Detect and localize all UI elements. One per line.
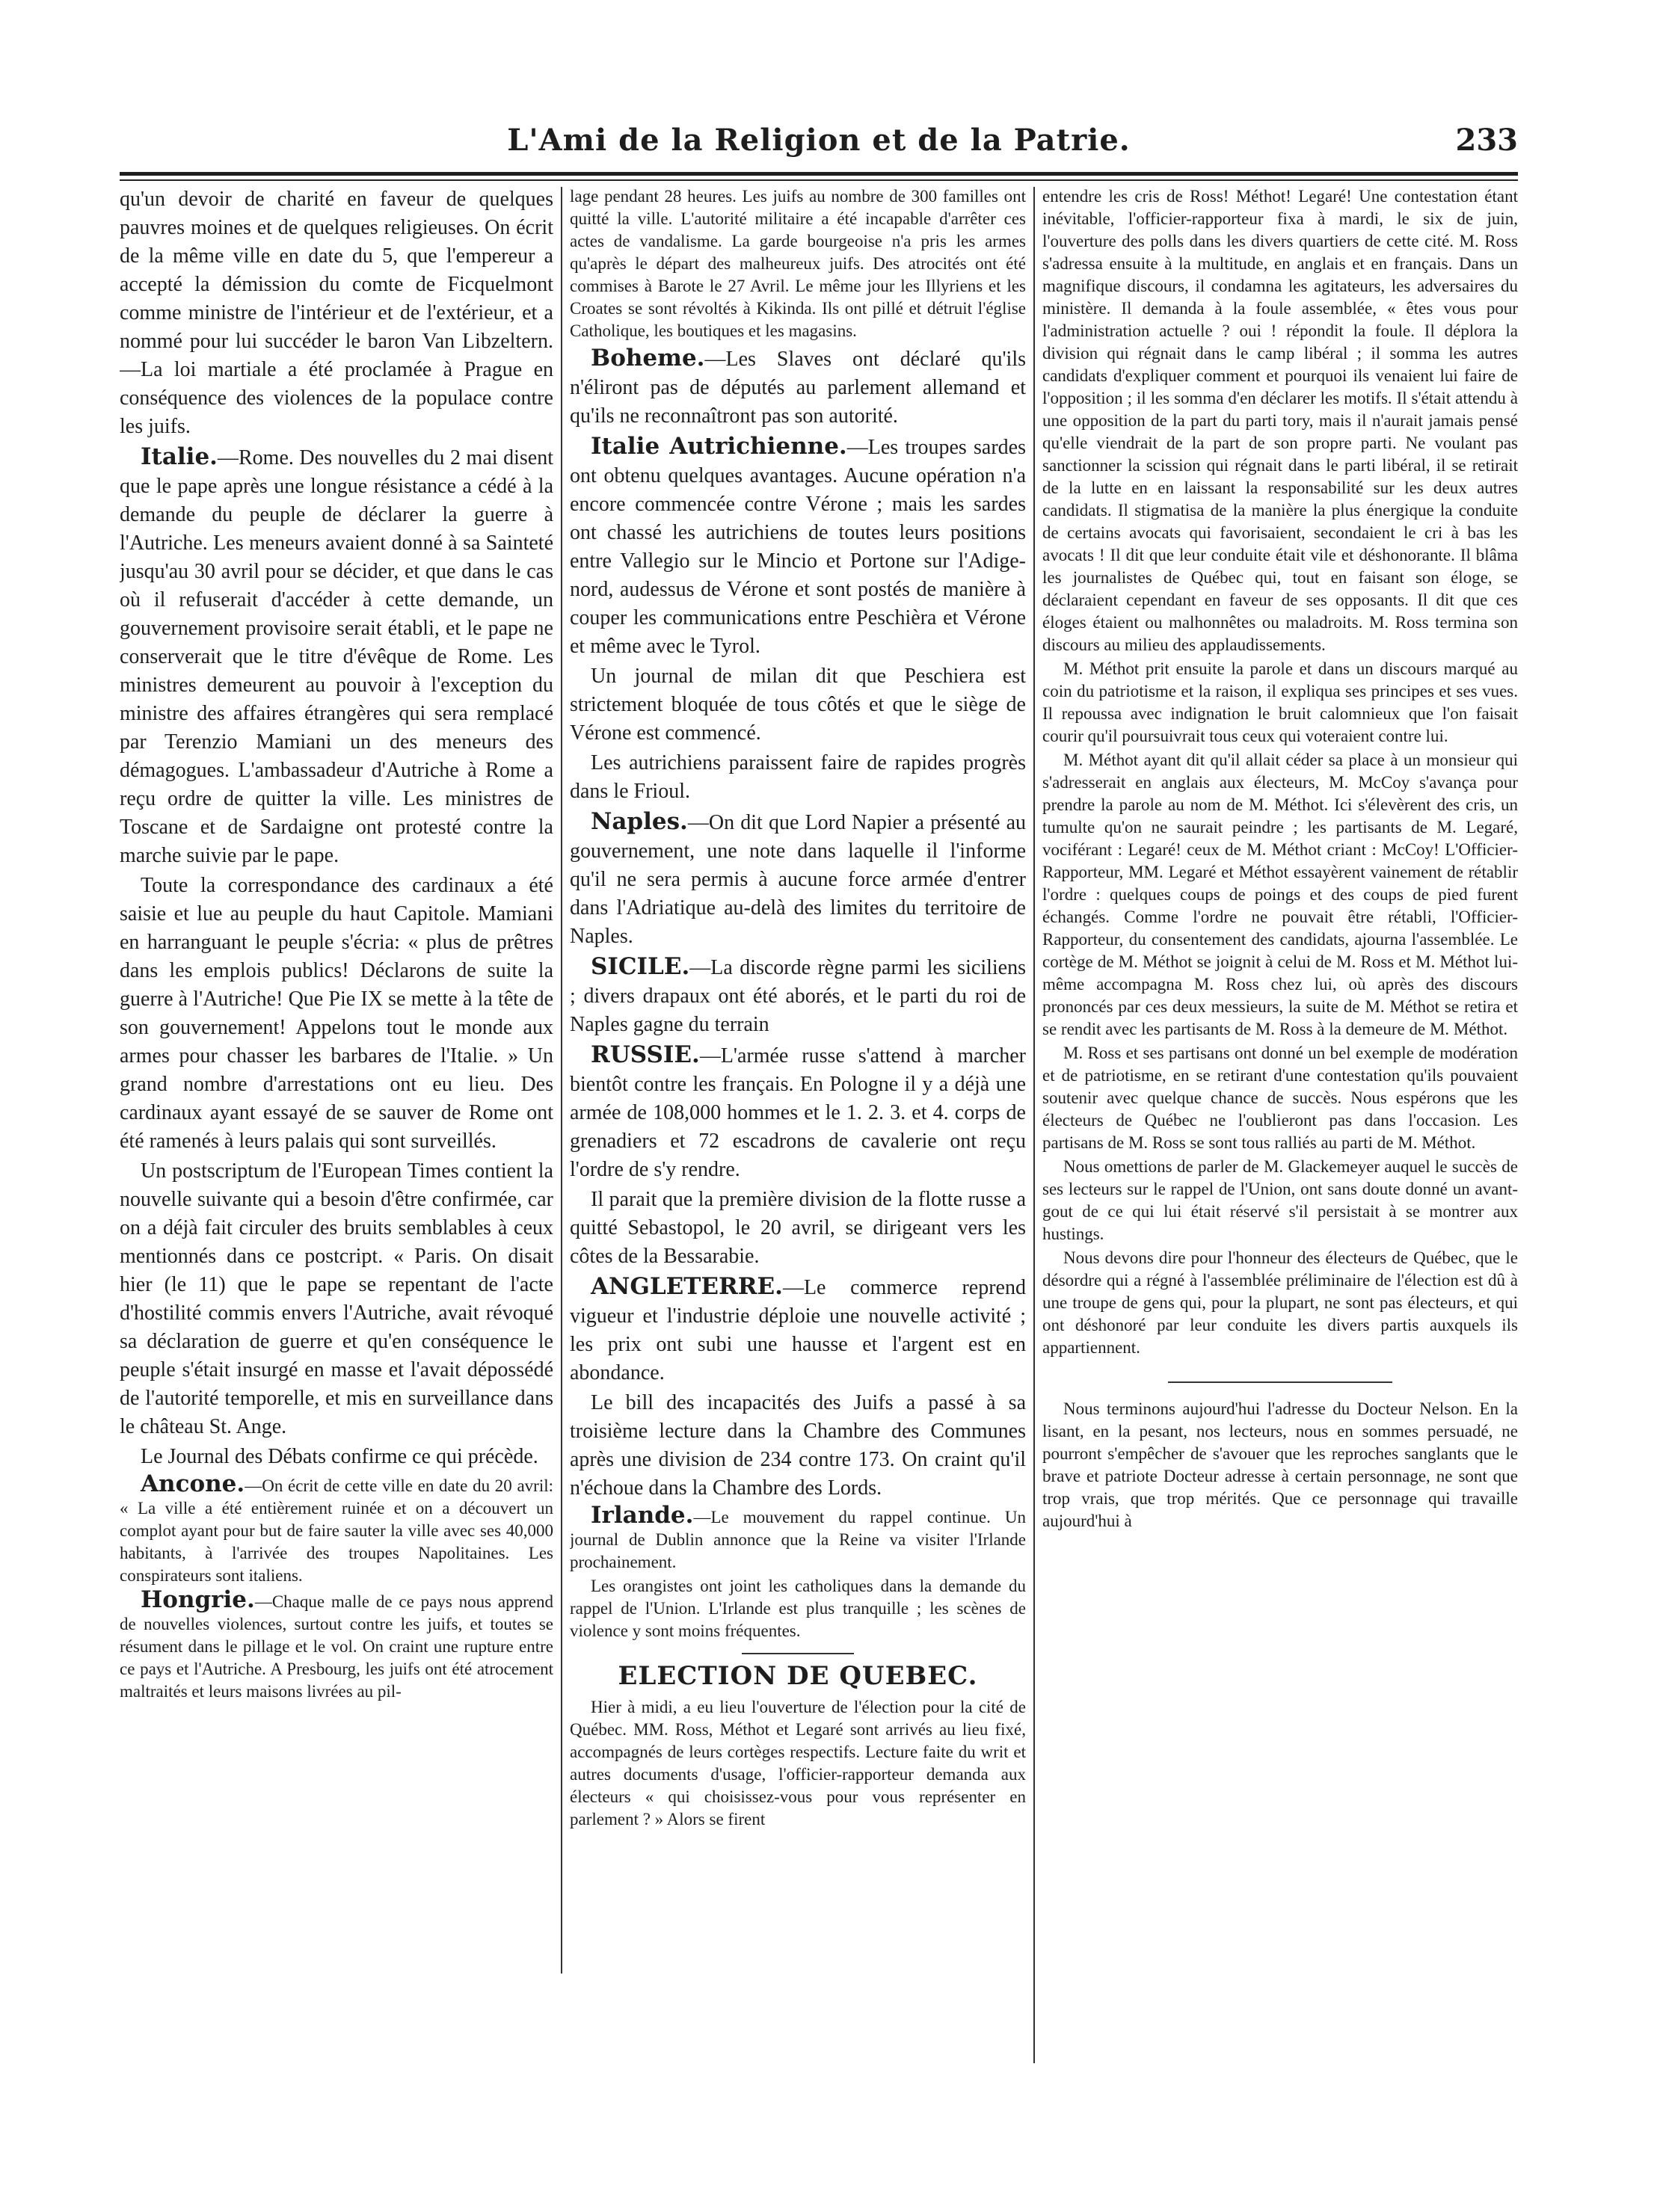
article-paragraph: lage pendant 28 heures. Les juifs au nombre de 300 familles ont quitté la ville. L'autorité militaire a été incapable d'arrêter ces actes de vandalisme. La garde bourgeoise n'a pris les armes qu'après le départ des malheureux juifs. Des atrocités ont été commises à Barote le 27 Avril. Le même jour les Illyriens et les Croates se sont révoltés à Kikinda. Ils ont pillé et détruit l'église Catholique, les boutiques et les magasins.: [570, 187, 1026, 340]
article-paragraph: Nous devons dire pour l'honneur des électeurs de Québec, que le désordre qui a régné à l'assemblée préliminaire de l'élection est dû à une troupe de gens qui, pour la plupart, ne sont pas électeurs, et qui ont déshonoré par leur conduite les divers partis auxquels ils appartiennent.: [1042, 1248, 1518, 1357]
section-lead: Naples.: [591, 808, 688, 835]
news-text: —L'armée russe s'attend à marcher bientôt contre les français. En Pologne il y a déjà une armée de 108,000 hommes et le 1. 2. 3. et 4. corps de grenadiers et 72 escadrons de cavalerie ont reçu l'ordre de s'y rendre.: [570, 1044, 1026, 1181]
election-heading: ELECTION DE QUEBEC.: [618, 1661, 978, 1691]
news-item-irlande: [570, 1504, 1026, 1574]
article-paragraph: Il parait que la première division de la flotte russe a quitté Sebastopol, le 20 avril, se dirigeant vers les côtes de la Bessarabie.: [570, 1188, 1026, 1268]
article-paragraph: Le Journal des Débats confirme ce qui précède.: [141, 1445, 538, 1468]
section-divider: [1168, 1381, 1392, 1383]
article-paragraph: entendre les cris de Ross! Méthot! Legaré! Une contestation étant inévitable, l'officier-rapporteur fixa à mardi, le six de juin, l'ouverture des polls dans les divers quartiers de cette cité. M. Ross s'adressa ensuite à la multitude, en anglais et en français. Dans un magnifique discours, il condamna les agitateurs, les adversaires du ministère. Il demanda à la foule assemblée, « êtes vous pour l'administration actuelle ? oui ! répondit la foule. Il déplora la division qui régnait dans le camp libéral ; il somma les autres candidats d'expliquer comment et pourquoi ils venaient lui faire de l'opposition ; il les somma d'en déclarer les motifs. Il s'était attendu à une opposition de la part du parti tory, mais il n'aurait jamais pensé qu'elle viendrait de la part de son propre parti. Ne voulant pas sanctionner la scission qui régnait dans le parti libéral, il se retirait de la lutte en en laissant la responsabilité sur les deux autres candidats. Il stigmatisa de la manière la plus énergique la conduite de certains avocats qui favorisaient, secondaient le cri à bas les avocats ! Il dit que leur conduite était vile et déshonorante. Il blâma les journalistes de Québec qui, tout en faisant son éloge, se déclaraient cependant en faveur de ses opposants. Il dit que ces éloges étaient ou malhonnêtes ou maladroits. M. Ross termina son discours au milieu des applaudissements.: [1042, 187, 1518, 654]
news-item-boheme: [570, 344, 1026, 431]
section-lead: ANGLETERRE.: [591, 1273, 783, 1300]
column-1: [120, 185, 553, 2144]
news-item-italie: [120, 443, 553, 870]
column-divider-1: [561, 187, 562, 1974]
column-3: [1042, 185, 1518, 2144]
article-paragraph: M. Ross et ses partisans ont donné un bel exemple de modération et de patriotisme, en se retirant d'une contestation qu'ils pouvaient soutenir avec quelque chance de succès. Nous espérons que les électeurs de Québec ne l'oublieront pas dans l'occasion. Les partisans de M. Ross se sont tous ralliés au parti de M. Méthot.: [1042, 1044, 1518, 1152]
article-paragraph: Hier à midi, a eu lieu l'ouverture de l'élection pour la cité de Québec. MM. Ross, Méthot et Legaré sont arrivés au lieu fixé, accompagnés de leurs cortèges respectifs. Lecture faite du writ et autres documents d'usage, l'officier-rapporteur demanda aux électeurs « qui choisissez-vous pour vous représenter en parlement ? » Alors se firent: [570, 1698, 1026, 1829]
section-lead: SICILE.: [591, 953, 690, 980]
article-paragraph: Un journal de milan dit que Peschiera est strictement bloquée de tous côtés et que le siège de Vérone est commencé.: [570, 665, 1026, 745]
article-paragraph: Les orangistes ont joint les catholiques dans la demande du rappel de l'Union. L'Irlande est plus tranquille ; les scènes de violence y sont moins fréquentes.: [570, 1577, 1026, 1640]
newspaper-title: L'Ami de la Religion et de la Patrie.: [507, 123, 1131, 158]
section-lead: RUSSIE.: [591, 1041, 700, 1068]
section-lead: Italie.: [141, 443, 218, 470]
column-2: [570, 185, 1026, 2144]
article-paragraph: Nous terminons aujourd'hui l'adresse du Docteur Nelson. En la lisant, en la pesant, nos lecteurs, nous en sommes persuadé, ne pourront s'empêcher de s'avouer que les reproches sanglants que le brave et patriote Docteur adresse à certain personnage, ne sont que trop vrais, que trop mérités. Que ce personnage qui travaille aujourd'hui à: [1042, 1399, 1518, 1530]
news-text: —La discorde règne parmi les siciliens ; divers drapaux ont été aborés, et le parti du roi de Naples gagne du terrain: [570, 956, 1026, 1036]
news-text: —Les Slaves ont déclaré qu'ils n'éliront pas de députés au parlement allemand et qu'ils ne reconnaîtront pas son autorité.: [570, 348, 1026, 428]
page-number: 233: [1455, 123, 1518, 158]
news-item-russie: [570, 1041, 1026, 1184]
section-lead: Ancone.: [141, 1470, 245, 1497]
news-item-naples: [570, 807, 1026, 951]
news-text: —Les troupes sardes ont obtenu quelques avantages. Aucune opération n'a encore commencée contre Vérone ; mais les sardes ont chassé les autrichiens de toutes leurs positions entre Vallegio sur le Mincio et Portone sur l'Adige-nord, audessus de Vérone et sont postés de manière à couper les communications entre Peschièra et Vérone et même avec le Tyrol.: [570, 436, 1026, 658]
news-text: —Le mouvement du rappel continue. Un journal de Dublin annonce que la Reine va visiter l'Irlande prochainement.: [570, 1508, 1026, 1571]
article-paragraph: M. Méthot prit ensuite la parole et dans un discours marqué au coin du patriotisme et la raison, il expliqua ses principes et ses vues. Il repoussa avec indignation le bruit calomnieux que l'on faisait courir qu'il poursuivrait tous ceux qui voteraient contre lui.: [1042, 659, 1518, 745]
news-text: —On écrit de cette ville en date du 20 avril: « La ville a été entièrement ruinée et on a découvert un complot ayant pour but de faire sauter la ville avec ses 40,000 habitants, à l'arrivée des troupes Napolitaines. Les conspirateurs sont italiens.: [120, 1476, 553, 1585]
article-paragraph: Nous omettions de parler de M. Glackemeyer auquel le succès de ses lecteurs sur le rappel de l'Union, ont sans doute donné un avant-gout de ce qui lui était réservé s'il persistait à se montrer aux hustings.: [1042, 1157, 1518, 1243]
news-text: —On dit que Lord Napier a présenté au gouvernement, une note dans laquelle il l'informe qu'il ne sera permis à aucune force armée d'entrer dans l'Adriatique au-delà des limites du territoire de Naples.: [570, 811, 1026, 948]
article-paragraph: Toute la correspondance des cardinaux a été saisie et lue au peuple du haut Capitole. Mamiani en harranguant le peuple s'écria: « plus de prêtres dans les emplois publics! Déclarons de suite la guerre à l'Autriche! Que Pie IX se mette à la tête de son gouvernement! Appelons tout le monde aux armes pour chasser les barbares de l'Italie. » Un grand nombre d'arrestations ont eu lieu. Des cardinaux ayant essayé de se sauver de Rome ont été ramenés à leurs palais qui sont surveillés.: [120, 874, 553, 1153]
section-lead: Irlande.: [591, 1502, 694, 1529]
section-lead: Boheme.: [591, 345, 705, 372]
section-lead: Italie Autrichienne.: [591, 433, 847, 460]
news-text: —Chaque malle de ce pays nous apprend de nouvelles violences, surtout contre les juifs, et toutes se résument dans le pillage et le vol. On craint une rupture entre ce pays et l'Autriche. A Presbourg, les juifs ont été atrocement maltraités et leurs maisons livrées au pil-: [120, 1592, 553, 1701]
news-item-angleterre: [570, 1272, 1026, 1387]
news-item-sicile: [570, 952, 1026, 1039]
news-text: —Le commerce reprend vigueur et l'industrie déploie une nouvelle activité ; les prix ont subi une hausse et l'argent est en abondance.: [570, 1276, 1026, 1384]
news-item-ancone: [120, 1470, 553, 1587]
article-paragraph: Les autrichiens paraissent faire de rapides progrès dans le Frioul.: [570, 751, 1026, 803]
news-item-italie-autrichienne: [570, 432, 1026, 661]
article-paragraph: Un postscriptum de l'European Times contient la nouvelle suivante qui a besoin d'être confirmée, car on a déjà fait circuler des bruits semblables à ceux mentionnés dans ce postcript. « Paris. On disait hier (le 11) que le pape se repentant de l'acte d'hostilité commis envers l'Autriche, avait révoqué sa déclaration de guerre et qu'en conséquence le peuple s'était insurgé en masse et l'avait dépossédé de l'autorité temporelle, et mis en surveillance dans le château St. Ange.: [120, 1159, 553, 1438]
article-paragraph: M. Méthot ayant dit qu'il allait céder sa place à un monsieur qui s'adresserait en anglais aux électeurs, M. McCoy s'avança pour prendre la parole au nom de M. Méthot. Ici s'élevèrent des cris, un tumulte qu'on ne saurait peindre ; les partisants de M. Legaré, vociférant : Legaré! ceux de M. Méthot criant : McCoy! L'Officier-Rapporteur, MM. Legaré et Méthot essayèrent vainement de rétablir l'ordre : quelques coups de poings et des coups de pied furent échangés. Comme l'ordre ne pouvait être rétabli, l'Officier-Rapporteur, du consentement des candidats, ajourna l'assemblée. Le cortège de M. Méthot se joignit à celui de M. Ross et M. Méthot lui-même accompagna M. Ross chez lui, où après des discours prononcés par ces deux messieurs, la suite de M. Méthot se retira et se rendit avec les partisants de M. Ross à la demeure de M. Méthot.: [1042, 751, 1518, 1038]
article-paragraph: Le bill des incapacités des Juifs a passé à sa troisième lecture dans la Chambre des Communes après une division de 234 contre 173. On craint qu'il n'échoue dans la Chambre des Lords.: [570, 1391, 1026, 1500]
news-item-hongrie: [120, 1586, 553, 1703]
section-lead: Hongrie.: [141, 1586, 255, 1613]
header-rule-thin: [120, 179, 1518, 181]
news-text: —Rome. Des nouvelles du 2 mai disent que le pape après une longue résistance a cédé à la demande du peuple de déclarer la guerre à l'Autriche. Les meneurs avaient donné à sa Sainteté jusqu'au 30 avril pour se décider, et que dans le cas où il refuserait d'accéder à cette demande, un gouvernement provisoire serait établi, et le pape ne conserverait que le titre d'évêque de Rome. Les ministres demeurent au pouvoir à l'exception du ministre des affaires étrangères qui sera remplacé par Terenzio Mamiani un des meneurs des démagogues. L'ambassadeur d'Autriche à Rome a reçu ordre de quitter la ville. Les ministres de Toscane et de Sardaigne ont protesté contre la marche suivie par le pape.: [120, 446, 553, 867]
column-divider-2: [1033, 187, 1035, 2063]
page-header: [120, 120, 1518, 164]
header-rule-thick: [120, 172, 1518, 176]
article-paragraph: qu'un devoir de charité en faveur de quelques pauvres moines et de quelques religieuses. On écrit de la même ville en date du 5, que l'empereur a accepté la démission du comte de Ficquelmont comme ministre de l'intérieur et de l'extérieur, et a nommé pour lui succéder le baron Van Libzeltern.—La loi martiale a été proclamée à Prague en conséquence des violences de la populace contre les juifs.: [120, 188, 553, 438]
section-divider: [742, 1653, 854, 1654]
